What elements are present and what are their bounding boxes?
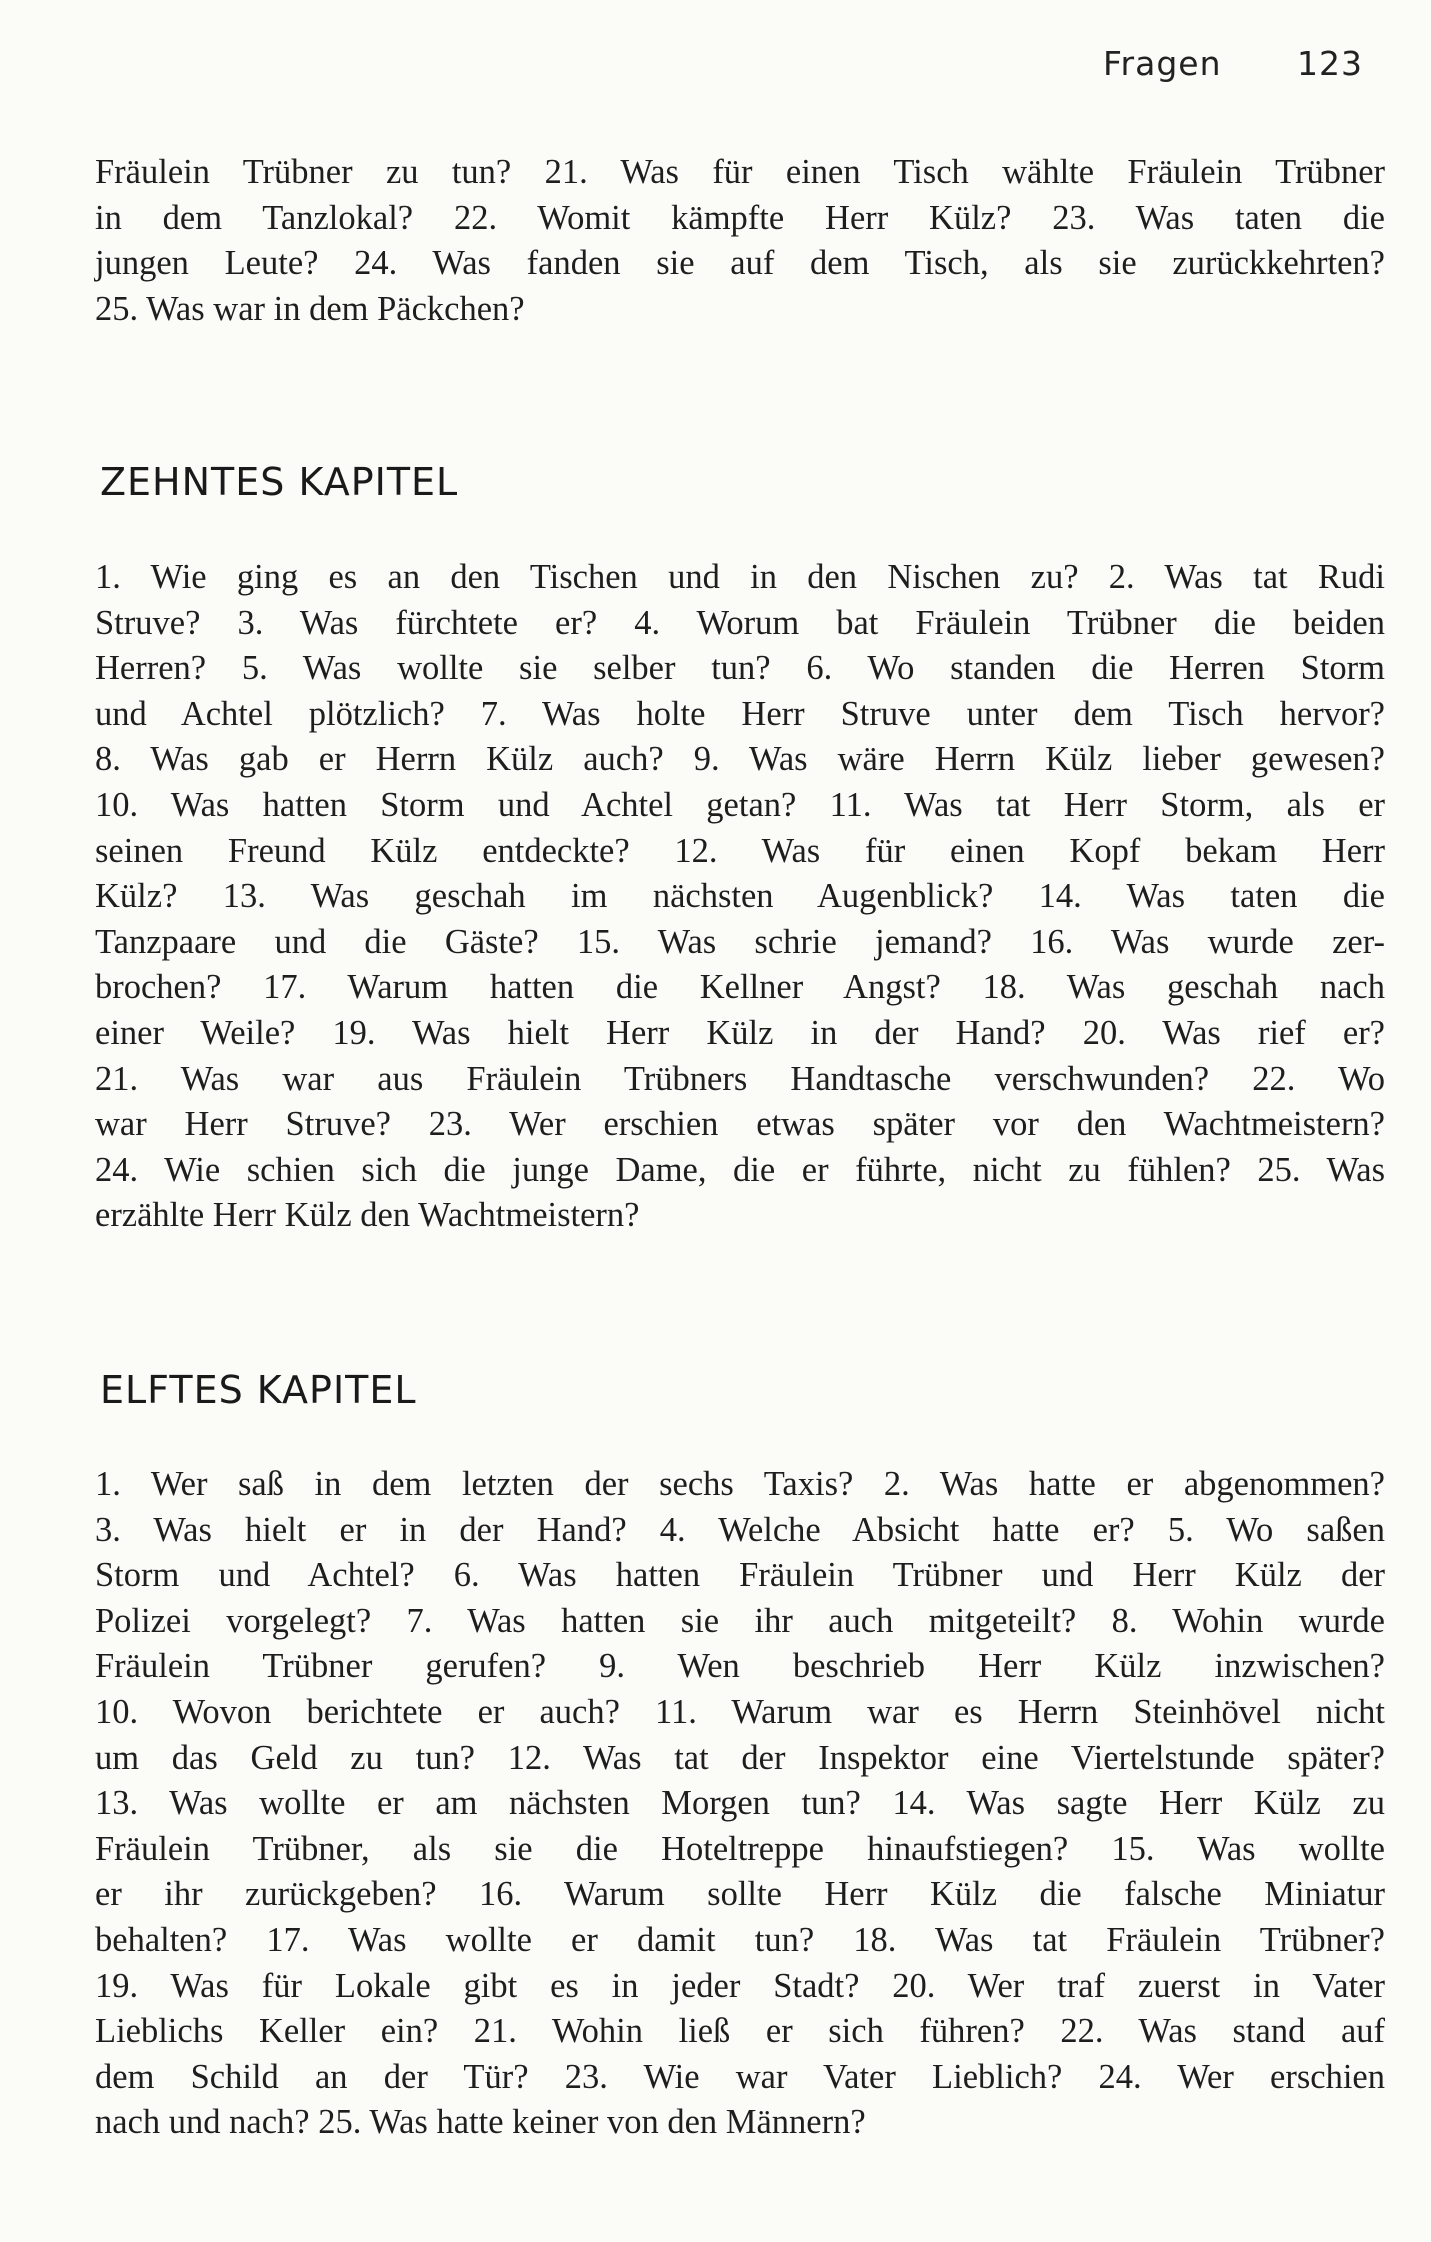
text-line: brochen? 17. Warum hatten die Kellner Angst? 18. Was geschah nach bbox=[95, 968, 1385, 1007]
text-line: seinen Freund Külz entdeckte? 12. Was für einen Kopf bekam Herr bbox=[95, 831, 1385, 870]
text-line: Fräulein Trübner gerufen? 9. Wen beschrieb Herr Külz inzwischen? bbox=[95, 1647, 1385, 1686]
running-title: Fragen bbox=[1102, 44, 1222, 83]
text-line: 10. Was hatten Storm und Achtel getan? 11. Was tat Herr Storm, als er bbox=[95, 785, 1385, 824]
text-line: Lieblichs Keller ein? 21. Wohin ließ er sich führen? 22. Was stand auf bbox=[95, 2012, 1385, 2051]
text-line: 24. Wie schien sich die junge Dame, die er führte, nicht zu fühlen? 25. Was bbox=[95, 1150, 1385, 1189]
text-line: er ihr zurückgeben? 16. Warum sollte Herr Külz die falsche Miniatur bbox=[95, 1875, 1385, 1914]
text-line: nach und nach? 25. Was hatte keiner von den Männern? bbox=[95, 2103, 866, 2142]
text-line: 1. Wer saß in dem letzten der sechs Taxis? 2. Was hatte er abgenommen? bbox=[95, 1465, 1385, 1503]
text-line: Fräulein Trübner, als sie die Hoteltreppe hinaufstiegen? 15. Was wollte bbox=[95, 1829, 1385, 1868]
text-line: behalten? 17. Was wollte er damit tun? 18. Was tat Fräulein Trübner? bbox=[95, 1920, 1385, 1959]
running-head bbox=[1103, 44, 1363, 83]
text-line: Fräulein Trübner zu tun? 21. Was für einen Tisch wählte Fräulein Trübner bbox=[95, 153, 1385, 191]
chapter-heading-elftes: ELFTES KAPITEL bbox=[100, 1368, 417, 1412]
text-line: Herren? 5. Was wollte sie selber tun? 6. Wo standen die Herren Storm bbox=[95, 649, 1385, 688]
text-line: erzählte Herr Külz den Wachtmeistern? bbox=[95, 1196, 640, 1235]
text-line: 13. Was wollte er am nächsten Morgen tun? 14. Was sagte Herr Külz zu bbox=[95, 1784, 1385, 1823]
text-line: jungen Leute? 24. Was fanden sie auf dem Tisch, als sie zurückkehrten? bbox=[95, 244, 1385, 283]
text-line: Tanzpaare und die Gäste? 15. Was schrie jemand? 16. Was wurde zer- bbox=[95, 922, 1385, 961]
text-line: Külz? 13. Was geschah im nächsten Augenblick? 14. Was taten die bbox=[95, 877, 1385, 916]
text-line: einer Weile? 19. Was hielt Herr Külz in der Hand? 20. Was rief er? bbox=[95, 1013, 1385, 1052]
text-line: 21. Was war aus Fräulein Trübners Handtasche verschwunden? 22. Wo bbox=[95, 1059, 1385, 1098]
text-line: Struve? 3. Was fürchtete er? 4. Worum bat Fräulein Trübner die beiden bbox=[95, 603, 1385, 642]
text-line: Polizei vorgelegt? 7. Was hatten sie ihr auch mitgeteilt? 8. Wohin wurde bbox=[95, 1601, 1385, 1640]
chapter-eleven-questions bbox=[95, 1462, 1385, 2146]
text-line: 3. Was hielt er in der Hand? 4. Welche Absicht hatte er? 5. Wo saßen bbox=[95, 1510, 1385, 1549]
text-line: war Herr Struve? 23. Wer erschien etwas später vor den Wachtmeistern? bbox=[95, 1105, 1385, 1144]
text-line: 10. Wovon berichtete er auch? 11. Warum war es Herrn Steinhövel nicht bbox=[95, 1692, 1385, 1731]
intro-paragraph bbox=[95, 150, 1385, 332]
text-line: 8. Was gab er Herrn Külz auch? 9. Was wäre Herrn Külz lieber gewesen? bbox=[95, 740, 1385, 779]
text-line: und Achtel plötzlich? 7. Was holte Herr Struve unter dem Tisch hervor? bbox=[95, 694, 1385, 733]
text-line: Storm und Achtel? 6. Was hatten Fräulein Trübner und Herr Külz der bbox=[95, 1556, 1385, 1595]
text-line: 1. Wie ging es an den Tischen und in den Nischen zu? 2. Was tat Rudi bbox=[95, 558, 1385, 596]
text-line: dem Schild an der Tür? 23. Wie war Vater Lieblich? 24. Wer erschien bbox=[95, 2057, 1385, 2096]
page-number: 123 bbox=[1297, 44, 1363, 83]
text-line: in dem Tanzlokal? 22. Womit kämpfte Herr Külz? 23. Was taten die bbox=[95, 198, 1385, 237]
chapter-ten-questions bbox=[95, 555, 1385, 1239]
text-line: 19. Was für Lokale gibt es in jeder Stadt? 20. Wer traf zuerst in Vater bbox=[95, 1966, 1385, 2005]
text-line: um das Geld zu tun? 12. Was tat der Inspektor eine Viertelstunde später? bbox=[95, 1738, 1385, 1777]
text-line: 25. Was war in dem Päckchen? bbox=[95, 289, 525, 328]
chapter-heading-zehntes: ZEHNTES KAPITEL bbox=[100, 460, 459, 504]
